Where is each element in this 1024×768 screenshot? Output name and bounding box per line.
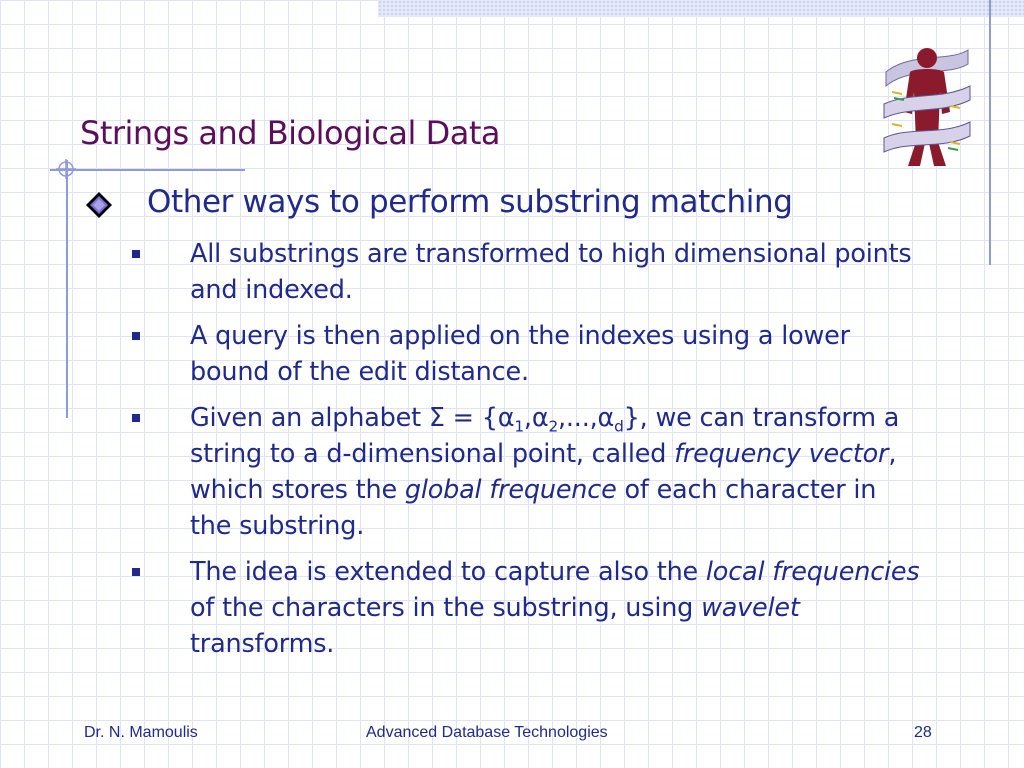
footer-author: Dr. N. Mamoulis bbox=[84, 724, 198, 741]
right-accent-line bbox=[989, 0, 991, 265]
top-decorative-band bbox=[378, 0, 1024, 17]
list-item bbox=[130, 554, 920, 662]
sub-bullet-list bbox=[130, 236, 920, 672]
bullet-text: Given an alphabet $\Sigma = \{\alpha_1,\alpha_2,...,\alpha_d\}$, we can transform a string to a d-dimensional point, called frequency vector, which stores the global frequence of each character in the substring. bbox=[190, 403, 900, 541]
diamond-bullet-icon bbox=[84, 190, 114, 220]
footer-course-title: Advanced Database Technologies bbox=[366, 724, 608, 741]
left-accent-line bbox=[66, 160, 68, 418]
page-number: 28 bbox=[914, 724, 932, 741]
square-bullet-icon bbox=[132, 414, 140, 422]
list-item bbox=[130, 318, 920, 390]
emphasis-frequency-vector: frequency vector bbox=[674, 439, 889, 469]
bullet-text: A query is then applied on the indexes using a lower bound of the edit distance. bbox=[190, 321, 850, 387]
emphasis-local-frequencies: local frequencies bbox=[705, 557, 920, 587]
title-underline bbox=[50, 169, 245, 171]
dna-human-figure-logo bbox=[880, 42, 972, 170]
bullet-text: The idea is extended to capture also the local frequencies of the characters in the substring, using wavelet transforms. bbox=[190, 557, 920, 659]
square-bullet-icon bbox=[132, 250, 140, 258]
slide-title: Strings and Biological Data bbox=[80, 114, 500, 152]
main-point-text: Other ways to perform substring matching bbox=[147, 184, 793, 220]
emphasis-wavelet: wavelet bbox=[701, 593, 800, 623]
emphasis-global-frequence: global frequence bbox=[404, 475, 617, 505]
list-item bbox=[130, 236, 920, 308]
crosshair-icon bbox=[56, 159, 76, 179]
square-bullet-icon bbox=[132, 332, 140, 340]
square-bullet-icon bbox=[132, 568, 140, 576]
bullet-text: All substrings are transformed to high dimensional points and indexed. bbox=[190, 239, 912, 305]
list-item bbox=[130, 400, 920, 544]
